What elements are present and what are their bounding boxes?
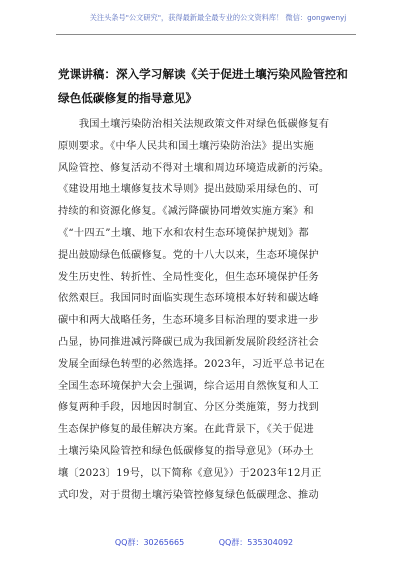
page-header-note: 关注头条号"公文研究"，获得最新最全最专业的公文资料库！ 微信：gongwenyj: [89, 13, 347, 22]
body-paragraph: [58, 114, 358, 506]
body-line: 土壤污染风险管控和绿色低碳修复的指导意见》（环办土: [58, 445, 314, 457]
body-line: 壤〔2023〕19号，以下简称《意见》）于2023年12月正: [58, 467, 322, 479]
page-footer: [0, 537, 408, 548]
body-line: 生态保护修复的最佳解决方案。在此背景下，《关于促进: [58, 424, 314, 436]
title-line-2: 绿色低碳修复的指导意见》: [58, 91, 198, 105]
body-line: 提出鼓励绿色低碳修复。党的十八大以来，生态环境保护: [58, 249, 319, 261]
document-title: [58, 62, 358, 110]
header-divider: [56, 34, 356, 35]
body-line: 凸显，协同推进减污降碳已成为我国新发展阶段经济社会: [58, 336, 319, 348]
body-line: 《建设用地土壤修复技术导则》提出鼓励采用绿色的、可: [58, 184, 319, 196]
body-line: 依然艰巨。我国同时面临实现生态环境根本好转和碳达峰: [58, 293, 319, 305]
body-line: 修复两种手段，因地因时制宜、分区分类施策，努力找到: [58, 402, 319, 414]
footer-qq-group-2: QQ群：535304092: [218, 538, 294, 547]
body-line: 风险管控、修复活动不得对土壤和周边环境造成新的污染。: [58, 162, 330, 174]
body-line: 持续的和资源化修复。《减污降碳协同增效实施方案》和: [58, 206, 314, 218]
body-line: 式印发，对于贯彻土壤污染管控修复绿色低碳理念、推动: [58, 489, 319, 501]
body-line: 发展全面绿色转型的必然选择。2023年，习近平总书记在: [58, 358, 325, 370]
title-line-1: 党课讲稿：深入学习解读《关于促进土壤污染风险管控和: [58, 67, 348, 81]
footer-qq-group-1: QQ群：30265665: [114, 538, 185, 547]
body-line: 碳中和两大战略任务，生态环境多目标治理的要求进一步: [58, 315, 319, 327]
body-line: 我国土壤污染防治相关法规政策文件对绿色低碳修复有: [58, 119, 330, 130]
body-line: 原则要求。《中华人民共和国土壤污染防治法》提出实施: [58, 140, 314, 152]
body-line: 发生历史性、转折性、全局性变化，但生态环境保护任务: [58, 271, 319, 283]
body-line: 《“十四五”土壤、地下水和农村生态环境保护规划》都: [58, 227, 309, 239]
body-line: 全国生态环境保护大会上强调，综合运用自然恢复和人工: [58, 380, 319, 392]
